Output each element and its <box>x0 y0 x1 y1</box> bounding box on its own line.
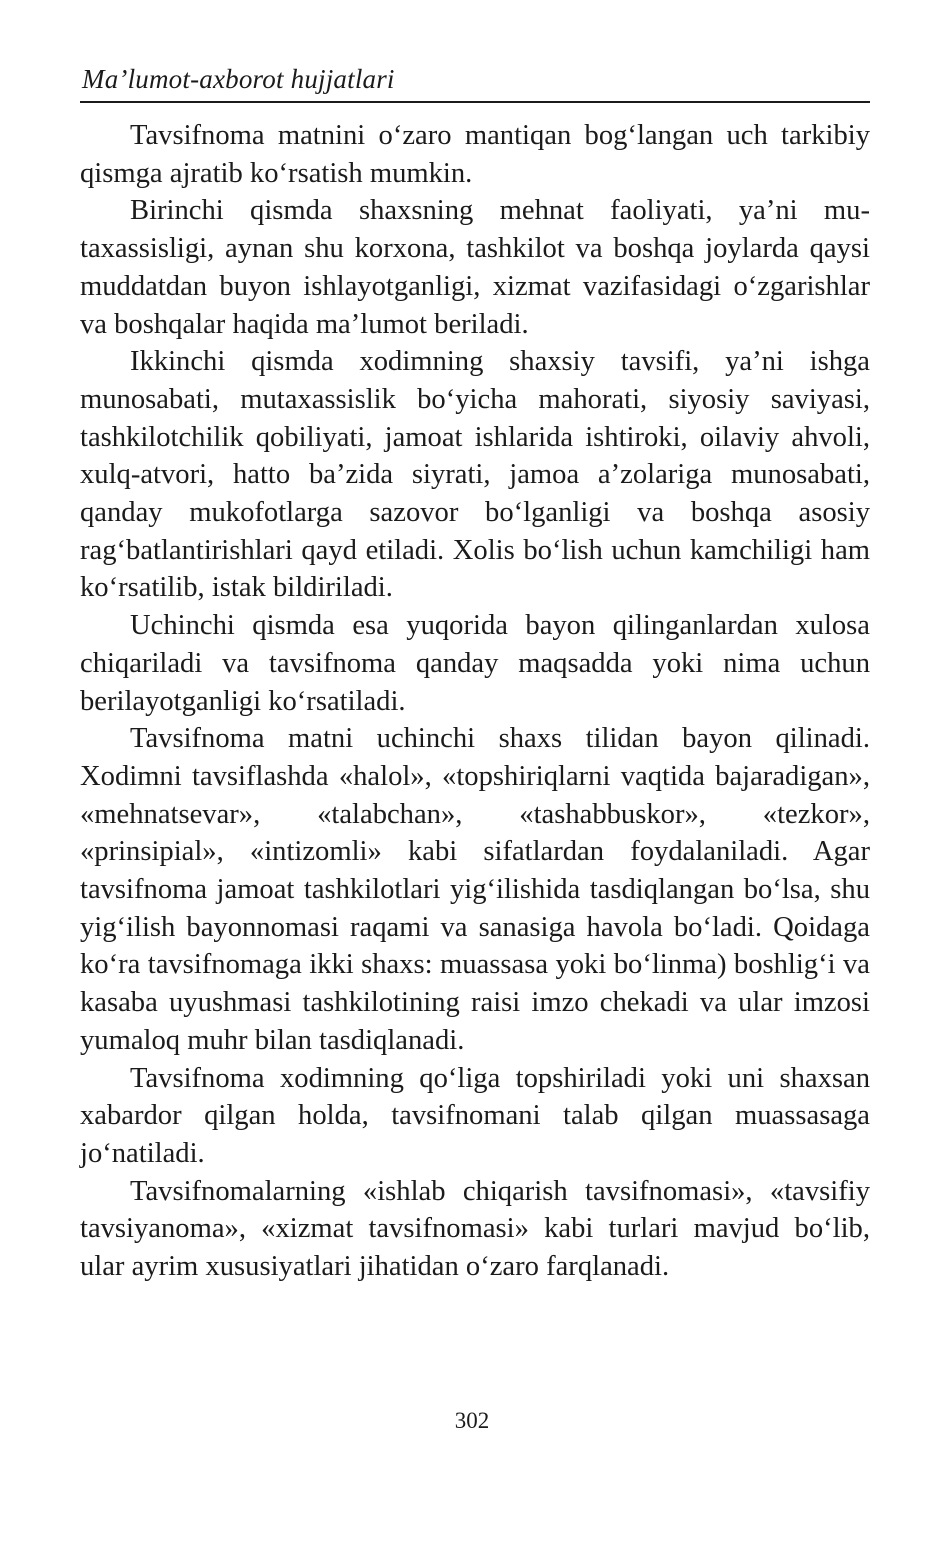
paragraph-7: Tavsifnomalarning «ishlab chiqarish tavsifnomasi», «tavsifiy tavsiyanoma», «xizmat tavsifnomasi» kabi turlari mavjud bo‘lib, ular ayrim xususiyatlari jihatidan o‘zaro farqlanadi. <box>80 1175 870 1283</box>
body-text <box>80 117 870 1286</box>
page-number: 302 <box>454 1408 490 1433</box>
paragraph-1: Tavsifnoma matnini o‘zaro mantiqan bog‘langan uch tarkibiy qismga ajratib ko‘rsatish mumkin. <box>80 120 870 189</box>
header-rule <box>80 101 870 103</box>
paragraph-5: Tavsifnoma matni uchinchi shaxs tilidan bayon qilinadi. Xodimni tavsiflashda «halol», «topshiriqlarni vaqtida bajaradigan», «mehnatsevar», «talabchan», «tashabbuskor», «tezkor», «prinsipial», «intizomli» kabi sifatlardan foydalaniladi. Agar tavsifnoma jamoat tashkilotlari yig‘ilishida tasdiqlangan bo‘lsa, shu yig‘ilish bayonnomasi raqami va sanasiga havola bo‘ladi. Qoidaga ko‘ra tavsifnomaga ikki shaxs: muassasa yoki bo‘linma) boshlig‘i va kasaba uyushmasi tashkilotining raisi imzo chekadi va ular imzosi yumaloq muhr bilan tasdiqlanadi. <box>80 723 870 1056</box>
paragraph-6: Tavsifnoma xodimning qo‘liga topshiriladi yoki uni shaxsan xabardor qilgan holda, tavsifnomani talab qilgan muassasaga jo‘natiladi. <box>80 1062 870 1169</box>
paragraph-2: Birinchi qismda shaxsning mehnat faoliyati, ya’ni mutaxassisligi, aynan shu korxona, tashkilot va boshqa joylarda qaysi muddatdan buyon ishlayotganligi, xizmat vazifasidagi o‘zgarishlar va boshqalar haqida ma’lumot beriladi. <box>80 195 870 340</box>
running-head: Ma’lumot-axborot hujjatlari <box>82 64 395 94</box>
paragraph-3: Ikkinchi qismda xodimning shaxsiy tavsifi, ya’ni ishga munosabati, mutaxassislik bo‘yicha mahorati, siyosiy saviyasi, tashkilotchilik qobiliyati, jamoat ishlarida ishtiroki, oilaviy ahvoli, xulq-atvori, hatto ba’zida siyrati, jamoa a’zolariga munosabati, qanday mukofotlarga sazovor bo‘lganligi va boshqa asosiy rag‘batlantirishlari qayd etiladi. Xolis bo‘lish uchun kamchiligi ham ko‘rsatilib, istak bildiriladi. <box>80 346 870 604</box>
paragraph-4: Uchinchi qismda esa yuqorida bayon qilinganlardan xulosa chiqariladi va tavsifnoma qanday maqsadda yoki nima uchun berilayotganligi ko‘rsatiladi. <box>80 610 870 717</box>
